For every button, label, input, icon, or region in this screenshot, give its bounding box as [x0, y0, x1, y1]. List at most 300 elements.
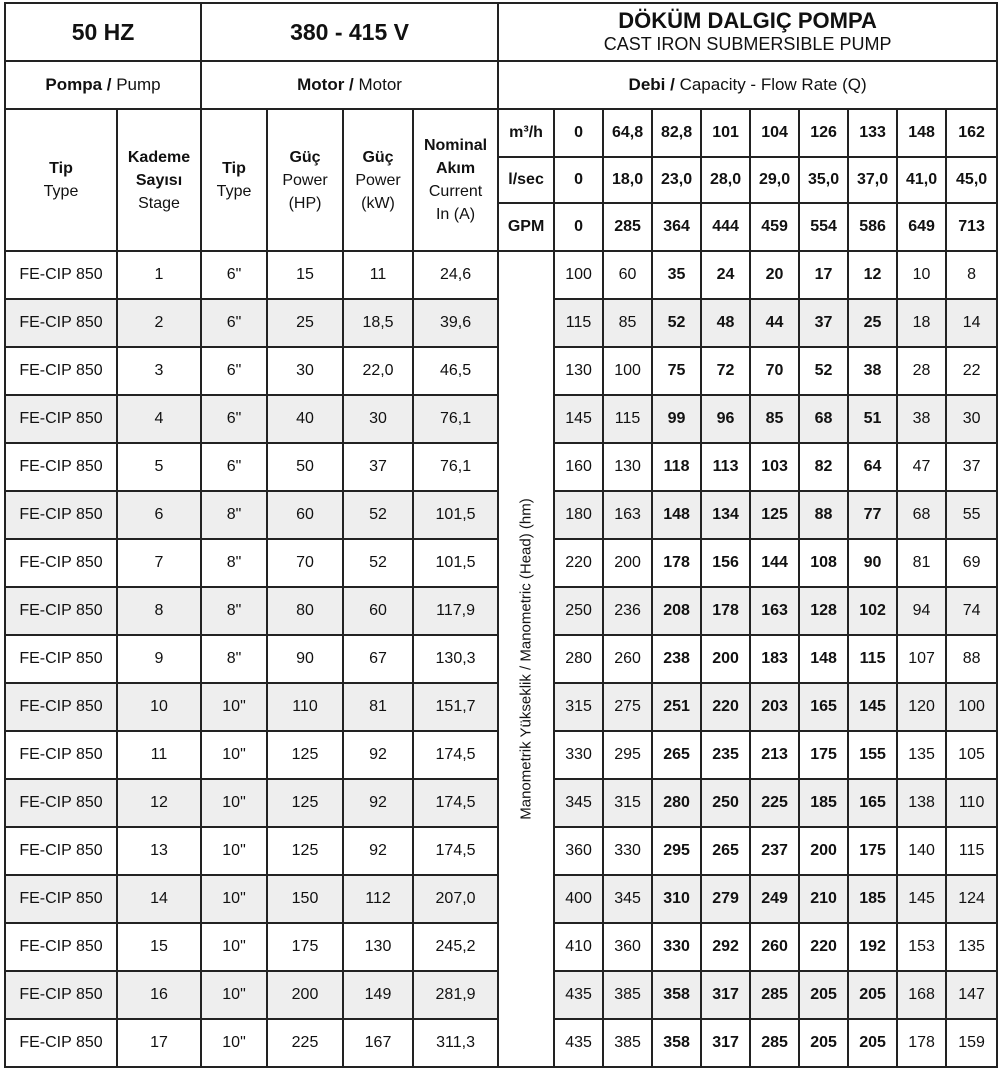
power-hp-cell: 225: [267, 1019, 343, 1067]
power-kw-cell: 92: [343, 827, 413, 875]
head-value-cell: 200: [603, 539, 652, 587]
head-value-cell: 330: [554, 731, 603, 779]
stage-cell: 3: [117, 347, 201, 395]
current-cell: 311,3: [413, 1019, 498, 1067]
current-cell: 39,6: [413, 299, 498, 347]
head-value-cell: 280: [554, 635, 603, 683]
head-value-cell: 285: [750, 971, 799, 1019]
head-value-cell: 345: [554, 779, 603, 827]
col-power-hp-tr: Güç: [289, 148, 321, 166]
pump-type-cell: FE-CIP 850: [5, 731, 117, 779]
stage-cell: 9: [117, 635, 201, 683]
head-value-cell: 148: [799, 635, 848, 683]
col-motor-type-tr: Tip: [222, 160, 246, 177]
head-value-cell: 135: [946, 923, 997, 971]
motor-group-tr: Motor /: [297, 75, 354, 94]
table-row: [5, 251, 997, 299]
head-value-cell: 165: [848, 779, 897, 827]
motor-type-cell: 10": [201, 923, 267, 971]
col-current-tr2: Akım: [435, 160, 476, 177]
motor-type-cell: 6": [201, 395, 267, 443]
current-cell: 151,7: [413, 683, 498, 731]
head-value-cell: 82: [799, 443, 848, 491]
stage-cell: 16: [117, 971, 201, 1019]
head-value-cell: 165: [799, 683, 848, 731]
head-value-cell: 160: [554, 443, 603, 491]
head-value-cell: 99: [652, 395, 701, 443]
current-cell: 76,1: [413, 395, 498, 443]
head-value-cell: 90: [848, 539, 897, 587]
head-value-cell: 205: [799, 971, 848, 1019]
stage-cell: 4: [117, 395, 201, 443]
head-value-cell: 38: [897, 395, 946, 443]
head-value-cell: 213: [750, 731, 799, 779]
head-value-cell: 435: [554, 1019, 603, 1067]
head-value-cell: 96: [701, 395, 750, 443]
current-cell: 101,5: [413, 491, 498, 539]
head-value-cell: 185: [799, 779, 848, 827]
head-value-cell: 236: [603, 587, 652, 635]
col-current-tr1: Nominal: [423, 137, 488, 154]
head-value-cell: 100: [603, 347, 652, 395]
head-value-cell: 358: [652, 1019, 701, 1067]
power-hp-cell: 175: [267, 923, 343, 971]
pump-type-cell: FE-CIP 850: [5, 827, 117, 875]
stage-cell: 17: [117, 1019, 201, 1067]
pump-type-cell: FE-CIP 850: [5, 1019, 117, 1067]
power-kw-cell: 22,0: [343, 347, 413, 395]
head-value-cell: 205: [848, 971, 897, 1019]
head-value-cell: 74: [946, 587, 997, 635]
head-value-cell: 102: [848, 587, 897, 635]
head-value-cell: 10: [897, 251, 946, 299]
head-value-cell: 100: [946, 683, 997, 731]
col-stage: [117, 109, 201, 251]
head-value-cell: 260: [603, 635, 652, 683]
power-kw-cell: 81: [343, 683, 413, 731]
head-value-cell: 107: [897, 635, 946, 683]
head-value-cell: 75: [652, 347, 701, 395]
power-kw-cell: 37: [343, 443, 413, 491]
power-kw-cell: 52: [343, 491, 413, 539]
current-cell: 207,0: [413, 875, 498, 923]
col-current-en1: Current: [428, 183, 483, 200]
head-value-cell: 220: [701, 683, 750, 731]
head-value-cell: 260: [750, 923, 799, 971]
head-value-cell: 35: [652, 251, 701, 299]
head-value-cell: 85: [750, 395, 799, 443]
title-main: DÖKÜM DALGIÇ POMPA: [618, 8, 877, 33]
cap-m3h-cell: 82,8: [652, 109, 701, 157]
head-value-cell: 175: [799, 731, 848, 779]
head-value-cell: 168: [897, 971, 946, 1019]
head-value-cell: 330: [603, 827, 652, 875]
cap-m3h-cell: 133: [848, 109, 897, 157]
col-pump-type: [5, 109, 117, 251]
cap-gpm-cell: 285: [603, 203, 652, 251]
head-axis-label: [498, 251, 554, 1067]
unit-lsec: l/sec: [498, 157, 554, 203]
head-value-cell: 69: [946, 539, 997, 587]
head-value-cell: 250: [701, 779, 750, 827]
head-value-cell: 138: [897, 779, 946, 827]
cap-gpm-cell: 554: [799, 203, 848, 251]
head-value-cell: 310: [652, 875, 701, 923]
unit-gpm: GPM: [498, 203, 554, 251]
head-value-cell: 51: [848, 395, 897, 443]
col-power-kw-en1: Power: [355, 171, 401, 189]
current-cell: 245,2: [413, 923, 498, 971]
head-value-cell: 238: [652, 635, 701, 683]
title-sub: CAST IRON SUBMERSIBLE PUMP: [603, 34, 892, 54]
col-power-hp-en1: Power: [282, 171, 328, 189]
head-value-cell: 103: [750, 443, 799, 491]
current-cell: 46,5: [413, 347, 498, 395]
head-value-cell: 249: [750, 875, 799, 923]
stage-cell: 1: [117, 251, 201, 299]
head-value-cell: 360: [603, 923, 652, 971]
cap-m3h-cell: 126: [799, 109, 848, 157]
head-value-cell: 115: [554, 299, 603, 347]
col-power-kw: [343, 109, 413, 251]
head-value-cell: 48: [701, 299, 750, 347]
pump-group-tr: Pompa /: [45, 75, 112, 94]
pump-type-cell: FE-CIP 850: [5, 635, 117, 683]
power-hp-cell: 125: [267, 731, 343, 779]
cap-gpm-cell: 586: [848, 203, 897, 251]
pump-type-cell: FE-CIP 850: [5, 971, 117, 1019]
head-value-cell: 144: [750, 539, 799, 587]
power-hp-cell: 200: [267, 971, 343, 1019]
head-value-cell: 52: [799, 347, 848, 395]
head-value-cell: 317: [701, 1019, 750, 1067]
motor-type-cell: 10": [201, 875, 267, 923]
motor-type-cell: 10": [201, 731, 267, 779]
head-value-cell: 205: [848, 1019, 897, 1067]
stage-cell: 6: [117, 491, 201, 539]
head-value-cell: 30: [946, 395, 997, 443]
cap-m3h-cell: 162: [946, 109, 997, 157]
head-value-cell: 410: [554, 923, 603, 971]
head-value-cell: 88: [946, 635, 997, 683]
head-value-cell: 108: [799, 539, 848, 587]
cap-lsec-cell: 28,0: [701, 157, 750, 203]
cap-lsec-cell: 0: [554, 157, 603, 203]
current-cell: 281,9: [413, 971, 498, 1019]
cap-gpm-cell: 444: [701, 203, 750, 251]
head-value-cell: 235: [701, 731, 750, 779]
power-kw-cell: 52: [343, 539, 413, 587]
motor-type-cell: 8": [201, 491, 267, 539]
cap-lsec-cell: 37,0: [848, 157, 897, 203]
flow-group-en: Capacity - Flow Rate (Q): [674, 75, 867, 94]
power-kw-cell: 92: [343, 731, 413, 779]
pump-type-cell: FE-CIP 850: [5, 299, 117, 347]
head-value-cell: 28: [897, 347, 946, 395]
power-hp-cell: 125: [267, 827, 343, 875]
pump-type-cell: FE-CIP 850: [5, 875, 117, 923]
cap-gpm-cell: 713: [946, 203, 997, 251]
head-value-cell: 295: [652, 827, 701, 875]
unit-m3h: m³/h: [498, 109, 554, 157]
head-value-cell: 145: [848, 683, 897, 731]
head-value-cell: 8: [946, 251, 997, 299]
head-value-cell: 18: [897, 299, 946, 347]
head-value-cell: 163: [603, 491, 652, 539]
cap-m3h-cell: 148: [897, 109, 946, 157]
cap-gpm-cell: 649: [897, 203, 946, 251]
cap-lsec-cell: 18,0: [603, 157, 652, 203]
power-hp-cell: 30: [267, 347, 343, 395]
cap-gpm-cell: 0: [554, 203, 603, 251]
head-value-cell: 145: [897, 875, 946, 923]
head-value-cell: 94: [897, 587, 946, 635]
col-current-en2: In (A): [435, 206, 476, 223]
pump-type-cell: FE-CIP 850: [5, 395, 117, 443]
motor-type-cell: 10": [201, 1019, 267, 1067]
current-cell: 174,5: [413, 731, 498, 779]
cap-lsec-cell: 35,0: [799, 157, 848, 203]
head-value-cell: 68: [897, 491, 946, 539]
head-value-cell: 225: [750, 779, 799, 827]
power-hp-cell: 25: [267, 299, 343, 347]
cap-lsec-cell: 29,0: [750, 157, 799, 203]
pump-type-cell: FE-CIP 850: [5, 779, 117, 827]
head-value-cell: 153: [897, 923, 946, 971]
head-value-cell: 265: [701, 827, 750, 875]
power-kw-cell: 130: [343, 923, 413, 971]
power-hp-cell: 60: [267, 491, 343, 539]
head-value-cell: 14: [946, 299, 997, 347]
head-value-cell: 163: [750, 587, 799, 635]
pump-type-cell: FE-CIP 850: [5, 923, 117, 971]
col-power-kw-tr: Güç: [362, 148, 394, 166]
power-kw-cell: 60: [343, 587, 413, 635]
head-value-cell: 385: [603, 1019, 652, 1067]
col-pump-type-en: Type: [43, 183, 79, 200]
power-hp-cell: 15: [267, 251, 343, 299]
head-value-cell: 200: [701, 635, 750, 683]
col-power-kw-en2: (kW): [361, 194, 395, 212]
col-power-hp-en2: (HP): [288, 194, 322, 212]
power-hp-cell: 80: [267, 587, 343, 635]
power-kw-cell: 92: [343, 779, 413, 827]
head-value-cell: 155: [848, 731, 897, 779]
head-value-cell: 85: [603, 299, 652, 347]
power-hp-cell: 50: [267, 443, 343, 491]
head-value-cell: 317: [701, 971, 750, 1019]
motor-group-en: Motor: [353, 75, 402, 94]
cap-gpm-cell: 364: [652, 203, 701, 251]
head-value-cell: 251: [652, 683, 701, 731]
motor-type-cell: 10": [201, 779, 267, 827]
table-title: [498, 3, 997, 61]
stage-cell: 5: [117, 443, 201, 491]
head-value-cell: 115: [848, 635, 897, 683]
cap-m3h-cell: 101: [701, 109, 750, 157]
power-hp-cell: 125: [267, 779, 343, 827]
head-value-cell: 25: [848, 299, 897, 347]
current-cell: 117,9: [413, 587, 498, 635]
head-value-cell: 88: [799, 491, 848, 539]
head-value-cell: 140: [897, 827, 946, 875]
head-value-cell: 44: [750, 299, 799, 347]
power-hp-cell: 150: [267, 875, 343, 923]
head-value-cell: 24: [701, 251, 750, 299]
pump-type-cell: FE-CIP 850: [5, 251, 117, 299]
power-hp-cell: 40: [267, 395, 343, 443]
head-value-cell: 210: [799, 875, 848, 923]
head-value-cell: 12: [848, 251, 897, 299]
power-hp-cell: 70: [267, 539, 343, 587]
col-power-hp: [267, 109, 343, 251]
head-value-cell: 203: [750, 683, 799, 731]
head-value-cell: 118: [652, 443, 701, 491]
head-value-cell: 37: [799, 299, 848, 347]
power-kw-cell: 67: [343, 635, 413, 683]
head-value-cell: 192: [848, 923, 897, 971]
head-value-cell: 135: [897, 731, 946, 779]
head-value-cell: 130: [554, 347, 603, 395]
power-hp-cell: 90: [267, 635, 343, 683]
head-value-cell: 220: [799, 923, 848, 971]
motor-type-cell: 6": [201, 251, 267, 299]
pump-type-cell: FE-CIP 850: [5, 683, 117, 731]
head-value-cell: 292: [701, 923, 750, 971]
pump-group-header: [5, 61, 201, 109]
stage-cell: 11: [117, 731, 201, 779]
power-kw-cell: 149: [343, 971, 413, 1019]
head-value-cell: 60: [603, 251, 652, 299]
stage-cell: 7: [117, 539, 201, 587]
current-cell: 24,6: [413, 251, 498, 299]
motor-type-cell: 10": [201, 971, 267, 1019]
motor-type-cell: 6": [201, 347, 267, 395]
head-value-cell: 113: [701, 443, 750, 491]
head-value-cell: 175: [848, 827, 897, 875]
flow-group-header: [498, 61, 997, 109]
motor-type-cell: 10": [201, 683, 267, 731]
current-cell: 130,3: [413, 635, 498, 683]
motor-type-cell: 6": [201, 443, 267, 491]
head-value-cell: 20: [750, 251, 799, 299]
current-cell: 174,5: [413, 827, 498, 875]
current-cell: 174,5: [413, 779, 498, 827]
pump-group-en: Pump: [111, 75, 161, 94]
motor-type-cell: 10": [201, 827, 267, 875]
head-value-cell: 37: [946, 443, 997, 491]
col-motor-type: [201, 109, 267, 251]
head-value-cell: 124: [946, 875, 997, 923]
col-pump-type-tr: Tip: [49, 160, 73, 177]
power-kw-cell: 112: [343, 875, 413, 923]
head-value-cell: 280: [652, 779, 701, 827]
cap-lsec-cell: 41,0: [897, 157, 946, 203]
head-value-cell: 315: [554, 683, 603, 731]
pump-spec-table: [4, 2, 998, 1068]
head-value-cell: 360: [554, 827, 603, 875]
head-value-cell: 47: [897, 443, 946, 491]
head-value-cell: 200: [799, 827, 848, 875]
motor-type-cell: 6": [201, 299, 267, 347]
pump-type-cell: FE-CIP 850: [5, 587, 117, 635]
head-axis-label-text: Manometrik Yükseklik / Manometric (Head) (hm): [517, 498, 535, 820]
voltage-header: 380 - 415 V: [201, 3, 498, 61]
head-value-cell: 38: [848, 347, 897, 395]
cap-lsec-cell: 45,0: [946, 157, 997, 203]
head-value-cell: 148: [652, 491, 701, 539]
head-value-cell: 285: [750, 1019, 799, 1067]
head-value-cell: 128: [799, 587, 848, 635]
col-stage-tr2: Sayısı: [135, 171, 183, 189]
head-value-cell: 68: [799, 395, 848, 443]
head-value-cell: 178: [652, 539, 701, 587]
head-value-cell: 237: [750, 827, 799, 875]
head-value-cell: 185: [848, 875, 897, 923]
head-value-cell: 105: [946, 731, 997, 779]
current-cell: 76,1: [413, 443, 498, 491]
head-value-cell: 52: [652, 299, 701, 347]
head-value-cell: 183: [750, 635, 799, 683]
head-value-cell: 72: [701, 347, 750, 395]
pump-type-cell: FE-CIP 850: [5, 347, 117, 395]
head-value-cell: 81: [897, 539, 946, 587]
head-value-cell: 180: [554, 491, 603, 539]
stage-cell: 13: [117, 827, 201, 875]
head-value-cell: 134: [701, 491, 750, 539]
head-value-cell: 159: [946, 1019, 997, 1067]
power-kw-cell: 167: [343, 1019, 413, 1067]
frequency-header: 50 HZ: [5, 3, 201, 61]
stage-cell: 8: [117, 587, 201, 635]
motor-type-cell: 8": [201, 539, 267, 587]
power-kw-cell: 18,5: [343, 299, 413, 347]
head-value-cell: 400: [554, 875, 603, 923]
head-value-cell: 178: [701, 587, 750, 635]
head-value-cell: 205: [799, 1019, 848, 1067]
motor-group-header: [201, 61, 498, 109]
power-kw-cell: 11: [343, 251, 413, 299]
head-value-cell: 110: [946, 779, 997, 827]
head-value-cell: 147: [946, 971, 997, 1019]
stage-cell: 10: [117, 683, 201, 731]
head-value-cell: 55: [946, 491, 997, 539]
motor-type-cell: 8": [201, 635, 267, 683]
pump-type-cell: FE-CIP 850: [5, 539, 117, 587]
current-cell: 101,5: [413, 539, 498, 587]
flow-group-tr: Debi /: [628, 75, 675, 94]
head-value-cell: 70: [750, 347, 799, 395]
col-stage-en: Stage: [138, 194, 180, 212]
head-value-cell: 330: [652, 923, 701, 971]
cap-lsec-cell: 23,0: [652, 157, 701, 203]
motor-type-cell: 8": [201, 587, 267, 635]
head-value-cell: 22: [946, 347, 997, 395]
head-value-cell: 64: [848, 443, 897, 491]
head-value-cell: 250: [554, 587, 603, 635]
head-value-cell: 275: [603, 683, 652, 731]
head-value-cell: 358: [652, 971, 701, 1019]
cap-m3h-cell: 0: [554, 109, 603, 157]
head-value-cell: 385: [603, 971, 652, 1019]
stage-cell: 2: [117, 299, 201, 347]
power-kw-cell: 30: [343, 395, 413, 443]
cap-m3h-cell: 64,8: [603, 109, 652, 157]
head-value-cell: 125: [750, 491, 799, 539]
head-value-cell: 120: [897, 683, 946, 731]
col-current: [413, 109, 498, 251]
head-value-cell: 100: [554, 251, 603, 299]
